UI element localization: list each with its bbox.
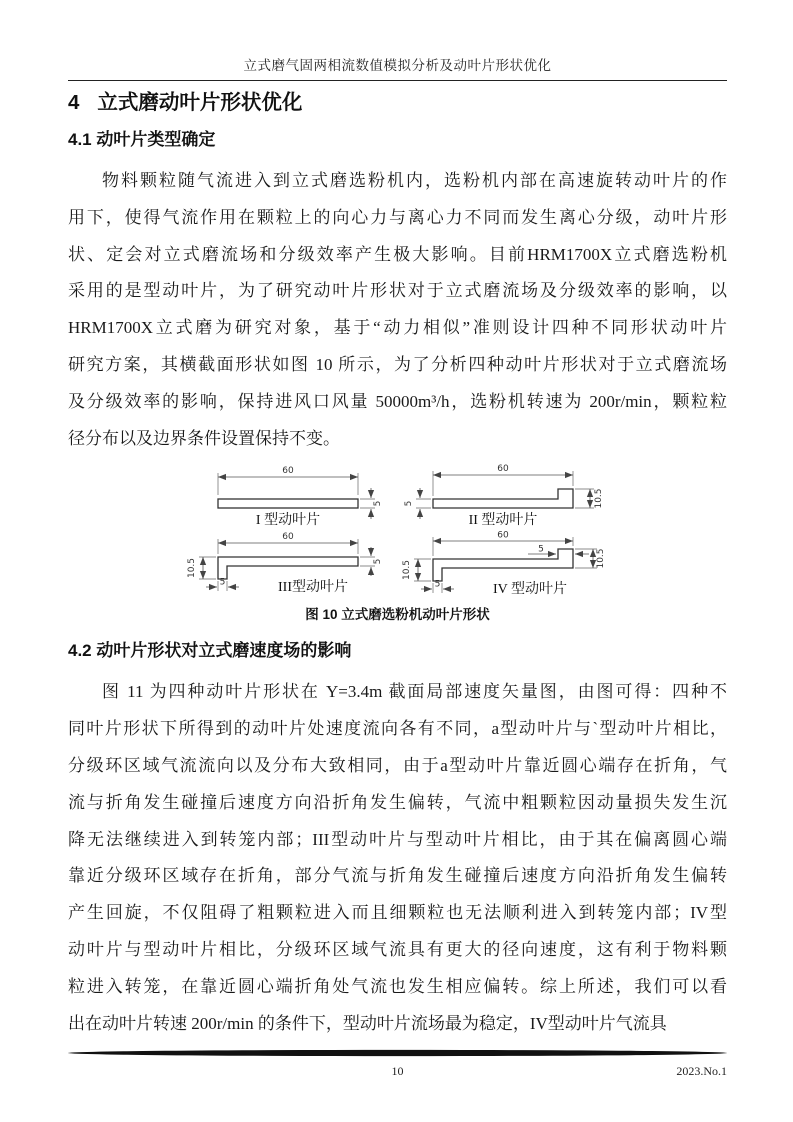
diagram-label: IV 型动叶片 [492,582,567,598]
text-line: 靠近分级环区域存在折角，部分气流与折角发生碰撞后速度方向沿折角发生偏转 [68,866,727,886]
diagram-label: I 型动叶片 [255,513,320,529]
figure-grid [183,457,613,601]
text-line: 图 11 为四种动叶片形状在 Y=3.4m 截面局部速度矢量图，由图可得：四种不 [102,682,727,702]
text-line: 降无法继续进入到转笼内部；III型动叶片与型动叶片相比，由于其在偏离圆心端 [68,829,727,849]
dim-top: 60 [496,464,509,475]
dim-left: 10.5 [186,558,197,579]
dim-top: 60 [281,466,294,477]
text-line: 产生回旋，不仅阻碍了粗颗粒进入而且细颗粒也无法顺利进入到转笼内部；IV型 [68,903,727,923]
blade-diagram-type3 [183,529,398,601]
figure-10 [68,457,727,625]
text-line: 同叶片形状下所得到的动叶片处速度流向各有不同，a型动叶片与`型动叶片相比， [68,719,727,739]
text-line: 采用的是型动叶片，为了研究动叶片形状对于立式磨流场及分级效率的影响，以 [68,281,727,301]
section-title: 立式磨动叶片形状优化 [97,91,303,114]
content-column [68,0,727,1042]
page-footer [68,1044,727,1079]
dim-tab: 5 [537,544,544,555]
text-line: 状、定会对立式磨流场和分级效率产生极大影响。目前HRM1700X立式磨选粉机 [68,244,727,264]
blade-diagram-type4 [398,529,613,601]
text-line: 研究方案，其横截面形状如图 10 所示，为了分析四种动叶片形状对于立式磨流场 [68,354,727,374]
text-line: HRM1700X立式磨为研究对象，基于“动力相似”准则设计四种不同形状动叶片 [68,318,727,338]
blade-shape [218,557,358,579]
running-title: 立式磨气固两相流数值模拟分析及动叶片形状优化 [243,58,552,73]
text-line: 出在动叶片转速 200r/min 的条件下，型动叶片流场最为稳定，IV型动叶片气流具 [68,1013,667,1033]
dim-left: 10.5 [401,560,412,581]
footer-bar [68,1049,727,1057]
diagram-label: III型动叶片 [277,580,348,596]
blade-diagram-type1 [183,457,398,529]
text-line: 流与折角发生碰撞后速度方向沿折角发生偏转，气流中粗颗粒因动量损失发生沉 [68,792,727,812]
text-line: 分级环区域气流流向以及分布大致相同，由于a型动叶片靠近圆心端存在折角，气 [68,755,727,775]
dim-left: 5 [403,501,414,507]
text-line: 物料颗粒随气流进入到立式磨选粉机内，选粉机内部在高速旋转动叶片的作 [102,171,727,190]
diagram-label: II 型动叶片 [468,513,537,529]
figure-caption: 图 10 立式磨选粉机动叶片形状 [305,607,490,623]
section-heading [68,90,727,116]
blade-shape [218,499,358,508]
paragraph-4-1 [68,163,727,457]
dim-bottom: 5 [434,579,440,590]
footer-row [68,1063,727,1079]
dim-top: 60 [496,530,509,541]
paragraph-4-2 [68,674,727,1042]
dim-right: 10.5 [593,488,604,509]
dim-top: 60 [281,532,294,543]
header-rule [68,80,727,81]
text-line: 径分布以及边界条件设置保持不变。 [68,428,340,448]
dim-right: 10.5 [595,548,606,569]
subsection-4-2-heading: 4.2 动叶片形状对立式磨速度场的影响 [68,641,352,661]
text-line: 用下，使得气流作用在颗粒上的向心力与离心力不同而发生离心分级，动叶片形 [68,207,727,227]
text-line: 动叶片与型动叶片相比，分级环区域气流具有更大的径向速度，这有利于物料颗 [68,939,727,959]
dim-bottom: 5 [219,577,225,588]
page-number: 10 [391,1064,404,1078]
dim-right: 5 [372,501,383,507]
issue-label: 2023.No.1 [676,1064,727,1078]
dim-right: 5 [372,559,383,565]
subsection-4-1-heading: 4.1 动叶片类型确定 [68,130,216,149]
section-number: 4 [68,91,80,114]
text-line: 粒进入转笼，在靠近圆心端折角处气流也发生相应偏转。综上所述，我们可以看 [68,976,727,996]
text-line: 及分级效率的影响，保持进风口风量 50000m³/h，选粉机转速为 200r/min，颗粒粒 [68,391,727,411]
blade-shape [433,489,573,508]
blade-diagram-type2 [398,457,613,529]
